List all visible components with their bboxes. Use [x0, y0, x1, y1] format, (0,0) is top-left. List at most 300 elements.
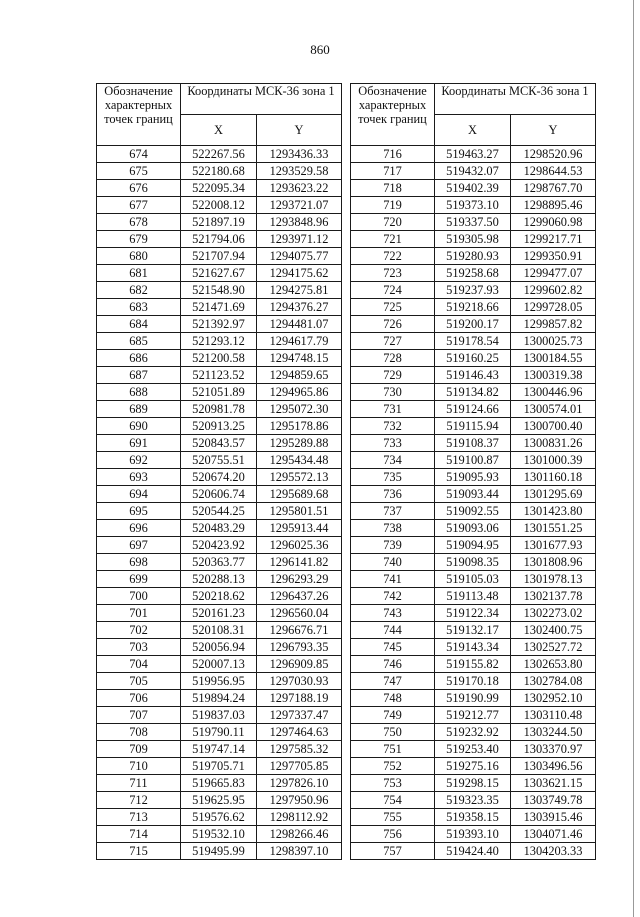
x-coordinate-cell: 521897.19	[181, 214, 257, 231]
y-coordinate-cell: 1302400.75	[511, 622, 596, 639]
table-row	[351, 401, 596, 418]
point-number-cell: 709	[97, 741, 181, 758]
point-number-cell: 736	[351, 486, 435, 503]
x-coordinate-cell: 519212.77	[435, 707, 511, 724]
point-number-cell: 701	[97, 605, 181, 622]
x-coordinate-cell: 519280.93	[435, 248, 511, 265]
point-number-cell: 750	[351, 724, 435, 741]
x-coordinate-cell: 519495.99	[181, 843, 257, 860]
x-coordinate-cell: 519134.82	[435, 384, 511, 401]
table-row	[351, 333, 596, 350]
y-coordinate-cell: 1293721.07	[257, 197, 342, 214]
table-row	[351, 554, 596, 571]
y-coordinate-cell: 1298520.96	[511, 146, 596, 163]
point-number-cell: 741	[351, 571, 435, 588]
point-number-cell: 702	[97, 622, 181, 639]
table-row	[97, 163, 342, 180]
x-coordinate-cell: 519747.14	[181, 741, 257, 758]
point-number-cell: 714	[97, 826, 181, 843]
y-coordinate-cell: 1295913.44	[257, 520, 342, 537]
table-row	[351, 265, 596, 282]
point-number-cell: 708	[97, 724, 181, 741]
point-number-cell: 747	[351, 673, 435, 690]
y-coordinate-cell: 1299602.82	[511, 282, 596, 299]
table-row	[97, 265, 342, 282]
table-row	[351, 486, 596, 503]
x-coordinate-cell: 519143.34	[435, 639, 511, 656]
point-number-cell: 703	[97, 639, 181, 656]
point-number-cell: 689	[97, 401, 181, 418]
point-number-cell: 751	[351, 741, 435, 758]
table-row	[351, 214, 596, 231]
point-number-cell: 743	[351, 605, 435, 622]
x-coordinate-cell: 519100.87	[435, 452, 511, 469]
scan-edge	[633, 0, 634, 917]
point-number-cell: 711	[97, 775, 181, 792]
y-coordinate-cell: 1295689.68	[257, 486, 342, 503]
y-coordinate-cell: 1296437.26	[257, 588, 342, 605]
x-coordinate-cell: 519108.37	[435, 435, 511, 452]
y-coordinate-cell: 1297188.19	[257, 690, 342, 707]
y-coordinate-cell: 1299728.05	[511, 299, 596, 316]
y-coordinate-cell: 1299217.71	[511, 231, 596, 248]
y-coordinate-cell: 1294748.15	[257, 350, 342, 367]
y-coordinate-cell: 1303244.50	[511, 724, 596, 741]
x-coordinate-cell: 519837.03	[181, 707, 257, 724]
y-coordinate-cell: 1294376.27	[257, 299, 342, 316]
coordinates-table-left	[96, 83, 342, 860]
x-coordinate-cell: 519424.40	[435, 843, 511, 860]
x-coordinate-cell: 519323.35	[435, 792, 511, 809]
y-coordinate-cell: 1300025.73	[511, 333, 596, 350]
point-number-cell: 676	[97, 180, 181, 197]
point-number-cell: 722	[351, 248, 435, 265]
point-number-cell: 735	[351, 469, 435, 486]
x-coordinate-cell: 519358.15	[435, 809, 511, 826]
point-number-cell: 680	[97, 248, 181, 265]
y-coordinate-cell: 1295434.48	[257, 452, 342, 469]
point-number-cell: 710	[97, 758, 181, 775]
y-coordinate-cell: 1301551.25	[511, 520, 596, 537]
y-coordinate-cell: 1293623.22	[257, 180, 342, 197]
y-coordinate-cell: 1298895.46	[511, 197, 596, 214]
point-number-cell: 740	[351, 554, 435, 571]
point-number-cell: 700	[97, 588, 181, 605]
y-coordinate-cell: 1293971.12	[257, 231, 342, 248]
y-coordinate-cell: 1295801.51	[257, 503, 342, 520]
x-coordinate-cell: 519625.95	[181, 792, 257, 809]
table-row	[97, 299, 342, 316]
y-coordinate-cell: 1294275.81	[257, 282, 342, 299]
header-x: X	[181, 115, 257, 146]
point-number-cell: 721	[351, 231, 435, 248]
table-row	[351, 571, 596, 588]
x-coordinate-cell: 519532.10	[181, 826, 257, 843]
y-coordinate-cell: 1295178.86	[257, 418, 342, 435]
table-row	[351, 248, 596, 265]
y-coordinate-cell: 1300184.55	[511, 350, 596, 367]
y-coordinate-cell: 1303496.56	[511, 758, 596, 775]
y-coordinate-cell: 1301978.13	[511, 571, 596, 588]
x-coordinate-cell: 520423.92	[181, 537, 257, 554]
table-row	[351, 231, 596, 248]
point-number-cell: 697	[97, 537, 181, 554]
point-number-cell: 698	[97, 554, 181, 571]
x-coordinate-cell: 519790.11	[181, 724, 257, 741]
x-coordinate-cell: 519894.24	[181, 690, 257, 707]
table-row	[351, 180, 596, 197]
point-number-cell: 726	[351, 316, 435, 333]
x-coordinate-cell: 519160.25	[435, 350, 511, 367]
y-coordinate-cell: 1300700.40	[511, 418, 596, 435]
x-coordinate-cell: 520755.51	[181, 452, 257, 469]
point-number-cell: 685	[97, 333, 181, 350]
header-coord-group: Координаты МСК-36 зона 1	[181, 84, 342, 115]
table-row	[351, 299, 596, 316]
x-coordinate-cell: 521123.52	[181, 367, 257, 384]
y-coordinate-cell: 1302653.80	[511, 656, 596, 673]
table-row	[351, 758, 596, 775]
table-row	[351, 469, 596, 486]
x-coordinate-cell: 519237.93	[435, 282, 511, 299]
y-coordinate-cell: 1296293.29	[257, 571, 342, 588]
table-row	[97, 418, 342, 435]
table-row	[97, 639, 342, 656]
point-number-cell: 706	[97, 690, 181, 707]
x-coordinate-cell: 521471.69	[181, 299, 257, 316]
table-row	[97, 690, 342, 707]
y-coordinate-cell: 1296560.04	[257, 605, 342, 622]
x-coordinate-cell: 519253.40	[435, 741, 511, 758]
header-point-label: Обозначение характерных точек границ	[351, 84, 435, 146]
point-number-cell: 675	[97, 163, 181, 180]
y-coordinate-cell: 1303110.48	[511, 707, 596, 724]
y-coordinate-cell: 1296141.82	[257, 554, 342, 571]
x-coordinate-cell: 519200.17	[435, 316, 511, 333]
y-coordinate-cell: 1296793.35	[257, 639, 342, 656]
x-coordinate-cell: 519258.68	[435, 265, 511, 282]
x-coordinate-cell: 522267.56	[181, 146, 257, 163]
point-number-cell: 727	[351, 333, 435, 350]
x-coordinate-cell: 519122.34	[435, 605, 511, 622]
x-coordinate-cell: 519178.54	[435, 333, 511, 350]
x-coordinate-cell: 521051.89	[181, 384, 257, 401]
x-coordinate-cell: 519576.62	[181, 809, 257, 826]
x-coordinate-cell: 520161.23	[181, 605, 257, 622]
y-coordinate-cell: 1293529.58	[257, 163, 342, 180]
table-row	[351, 605, 596, 622]
coordinates-table-right	[350, 83, 596, 860]
table-row	[351, 673, 596, 690]
table-row	[351, 639, 596, 656]
y-coordinate-cell: 1298644.53	[511, 163, 596, 180]
x-coordinate-cell: 520483.29	[181, 520, 257, 537]
x-coordinate-cell: 519105.03	[435, 571, 511, 588]
table-row	[97, 843, 342, 860]
table-row	[351, 452, 596, 469]
x-coordinate-cell: 520108.31	[181, 622, 257, 639]
table-row	[97, 350, 342, 367]
table-row	[351, 775, 596, 792]
x-coordinate-cell: 519115.94	[435, 418, 511, 435]
header-coord-group: Координаты МСК-36 зона 1	[435, 84, 596, 115]
point-number-cell: 730	[351, 384, 435, 401]
point-number-cell: 684	[97, 316, 181, 333]
y-coordinate-cell: 1300319.38	[511, 367, 596, 384]
x-coordinate-cell: 520981.78	[181, 401, 257, 418]
x-coordinate-cell: 519093.44	[435, 486, 511, 503]
point-number-cell: 720	[351, 214, 435, 231]
y-coordinate-cell: 1297464.63	[257, 724, 342, 741]
y-coordinate-cell: 1300574.01	[511, 401, 596, 418]
table-row	[97, 809, 342, 826]
y-coordinate-cell: 1294075.77	[257, 248, 342, 265]
x-coordinate-cell: 521794.06	[181, 231, 257, 248]
table-row	[351, 146, 596, 163]
x-coordinate-cell: 520674.20	[181, 469, 257, 486]
point-number-cell: 739	[351, 537, 435, 554]
point-number-cell: 719	[351, 197, 435, 214]
table-row	[351, 809, 596, 826]
y-coordinate-cell: 1300446.96	[511, 384, 596, 401]
header-x: X	[435, 115, 511, 146]
point-number-cell: 729	[351, 367, 435, 384]
point-number-cell: 715	[97, 843, 181, 860]
point-number-cell: 756	[351, 826, 435, 843]
point-number-cell: 732	[351, 418, 435, 435]
point-number-cell: 690	[97, 418, 181, 435]
table-row	[97, 503, 342, 520]
table-row	[351, 503, 596, 520]
x-coordinate-cell: 522180.68	[181, 163, 257, 180]
x-coordinate-cell: 519337.50	[435, 214, 511, 231]
x-coordinate-cell: 521707.94	[181, 248, 257, 265]
table-row	[97, 571, 342, 588]
x-coordinate-cell: 519094.95	[435, 537, 511, 554]
y-coordinate-cell: 1303915.46	[511, 809, 596, 826]
point-number-cell: 695	[97, 503, 181, 520]
point-number-cell: 713	[97, 809, 181, 826]
x-coordinate-cell: 519095.93	[435, 469, 511, 486]
point-number-cell: 737	[351, 503, 435, 520]
x-coordinate-cell: 520544.25	[181, 503, 257, 520]
x-coordinate-cell: 519155.82	[435, 656, 511, 673]
point-number-cell: 694	[97, 486, 181, 503]
x-coordinate-cell: 520007.13	[181, 656, 257, 673]
point-number-cell: 755	[351, 809, 435, 826]
table-row	[351, 435, 596, 452]
y-coordinate-cell: 1300831.26	[511, 435, 596, 452]
y-coordinate-cell: 1299477.07	[511, 265, 596, 282]
x-coordinate-cell: 519393.10	[435, 826, 511, 843]
x-coordinate-cell: 521548.90	[181, 282, 257, 299]
table-row	[351, 843, 596, 860]
point-number-cell: 752	[351, 758, 435, 775]
y-coordinate-cell: 1302527.72	[511, 639, 596, 656]
x-coordinate-cell: 519432.07	[435, 163, 511, 180]
y-coordinate-cell: 1294965.86	[257, 384, 342, 401]
table-row	[97, 248, 342, 265]
y-coordinate-cell: 1297950.96	[257, 792, 342, 809]
y-coordinate-cell: 1301423.80	[511, 503, 596, 520]
y-coordinate-cell: 1298112.92	[257, 809, 342, 826]
point-number-cell: 757	[351, 843, 435, 860]
x-coordinate-cell: 519113.48	[435, 588, 511, 605]
point-number-cell: 716	[351, 146, 435, 163]
table-row	[97, 197, 342, 214]
y-coordinate-cell: 1293436.33	[257, 146, 342, 163]
table-row	[351, 792, 596, 809]
y-coordinate-cell: 1301160.18	[511, 469, 596, 486]
table-row	[97, 588, 342, 605]
table-row	[97, 707, 342, 724]
header-y: Y	[257, 115, 342, 146]
y-coordinate-cell: 1299350.91	[511, 248, 596, 265]
left-table-body	[97, 146, 342, 860]
y-coordinate-cell: 1296909.85	[257, 656, 342, 673]
table-row	[97, 741, 342, 758]
x-coordinate-cell: 521293.12	[181, 333, 257, 350]
point-number-cell: 692	[97, 452, 181, 469]
table-row	[97, 401, 342, 418]
x-coordinate-cell: 520218.62	[181, 588, 257, 605]
y-coordinate-cell: 1297826.10	[257, 775, 342, 792]
y-coordinate-cell: 1294481.07	[257, 316, 342, 333]
table-row	[351, 316, 596, 333]
x-coordinate-cell: 519124.66	[435, 401, 511, 418]
y-coordinate-cell: 1301000.39	[511, 452, 596, 469]
x-coordinate-cell: 519098.35	[435, 554, 511, 571]
x-coordinate-cell: 519402.39	[435, 180, 511, 197]
point-number-cell: 749	[351, 707, 435, 724]
point-number-cell: 754	[351, 792, 435, 809]
point-number-cell: 693	[97, 469, 181, 486]
table-row	[351, 690, 596, 707]
point-number-cell: 704	[97, 656, 181, 673]
point-number-cell: 746	[351, 656, 435, 673]
table-row	[97, 537, 342, 554]
y-coordinate-cell: 1298767.70	[511, 180, 596, 197]
point-number-cell: 691	[97, 435, 181, 452]
x-coordinate-cell: 519093.06	[435, 520, 511, 537]
x-coordinate-cell: 520606.74	[181, 486, 257, 503]
point-number-cell: 745	[351, 639, 435, 656]
table-row	[351, 724, 596, 741]
y-coordinate-cell: 1298266.46	[257, 826, 342, 843]
point-number-cell: 707	[97, 707, 181, 724]
y-coordinate-cell: 1293848.96	[257, 214, 342, 231]
y-coordinate-cell: 1302784.08	[511, 673, 596, 690]
point-number-cell: 738	[351, 520, 435, 537]
table-row	[97, 469, 342, 486]
x-coordinate-cell: 522095.34	[181, 180, 257, 197]
table-row	[97, 656, 342, 673]
point-number-cell: 679	[97, 231, 181, 248]
point-number-cell: 725	[351, 299, 435, 316]
x-coordinate-cell: 519665.83	[181, 775, 257, 792]
point-number-cell: 717	[351, 163, 435, 180]
table-row	[351, 282, 596, 299]
x-coordinate-cell: 519463.27	[435, 146, 511, 163]
x-coordinate-cell: 520363.77	[181, 554, 257, 571]
table-row	[97, 792, 342, 809]
table-row	[97, 826, 342, 843]
point-number-cell: 712	[97, 792, 181, 809]
point-number-cell: 687	[97, 367, 181, 384]
y-coordinate-cell: 1302273.02	[511, 605, 596, 622]
table-row	[97, 435, 342, 452]
point-number-cell: 724	[351, 282, 435, 299]
table-row	[351, 588, 596, 605]
table-row	[351, 350, 596, 367]
header-y: Y	[511, 115, 596, 146]
x-coordinate-cell: 521392.97	[181, 316, 257, 333]
point-number-cell: 677	[97, 197, 181, 214]
y-coordinate-cell: 1304071.46	[511, 826, 596, 843]
y-coordinate-cell: 1301808.96	[511, 554, 596, 571]
x-coordinate-cell: 519190.99	[435, 690, 511, 707]
right-table-body	[351, 146, 596, 860]
y-coordinate-cell: 1304203.33	[511, 843, 596, 860]
point-number-cell: 683	[97, 299, 181, 316]
page-number: 860	[310, 42, 330, 57]
x-coordinate-cell: 519705.71	[181, 758, 257, 775]
y-coordinate-cell: 1297337.47	[257, 707, 342, 724]
y-coordinate-cell: 1303370.97	[511, 741, 596, 758]
point-number-cell: 688	[97, 384, 181, 401]
table-row	[351, 656, 596, 673]
point-number-cell: 723	[351, 265, 435, 282]
point-number-cell: 731	[351, 401, 435, 418]
y-coordinate-cell: 1294175.62	[257, 265, 342, 282]
table-row	[97, 367, 342, 384]
table-row	[97, 673, 342, 690]
point-number-cell: 696	[97, 520, 181, 537]
table-row	[351, 384, 596, 401]
point-number-cell: 682	[97, 282, 181, 299]
table-row	[351, 367, 596, 384]
x-coordinate-cell: 520913.25	[181, 418, 257, 435]
table-row	[351, 826, 596, 843]
table-row	[97, 554, 342, 571]
x-coordinate-cell: 519092.55	[435, 503, 511, 520]
x-coordinate-cell: 519305.98	[435, 231, 511, 248]
table-row	[97, 384, 342, 401]
table-row	[97, 452, 342, 469]
x-coordinate-cell: 519298.15	[435, 775, 511, 792]
y-coordinate-cell: 1301295.69	[511, 486, 596, 503]
table-row	[97, 282, 342, 299]
table-row	[97, 758, 342, 775]
table-row	[97, 316, 342, 333]
table-row	[97, 180, 342, 197]
x-coordinate-cell: 521200.58	[181, 350, 257, 367]
point-number-cell: 686	[97, 350, 181, 367]
y-coordinate-cell: 1295289.88	[257, 435, 342, 452]
table-row	[351, 622, 596, 639]
y-coordinate-cell: 1299060.98	[511, 214, 596, 231]
table-row	[97, 146, 342, 163]
y-coordinate-cell: 1302952.10	[511, 690, 596, 707]
x-coordinate-cell: 520288.13	[181, 571, 257, 588]
table-row	[97, 486, 342, 503]
point-number-cell: 705	[97, 673, 181, 690]
y-coordinate-cell: 1294859.65	[257, 367, 342, 384]
table-row	[351, 520, 596, 537]
y-coordinate-cell: 1303621.15	[511, 775, 596, 792]
y-coordinate-cell: 1294617.79	[257, 333, 342, 350]
table-row	[97, 520, 342, 537]
